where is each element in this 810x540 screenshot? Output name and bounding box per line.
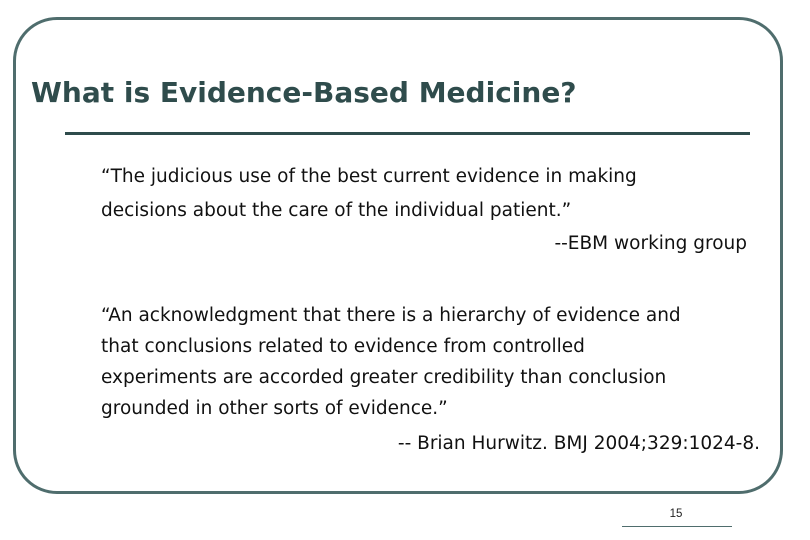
quote-hierarchy (101, 300, 681, 424)
quote-definition (101, 160, 637, 228)
quote-attribution: --EBM working group (554, 233, 747, 254)
quote-line: “The judicious use of the best current evidence in making (101, 166, 637, 187)
slide-title: What is Evidence-Based Medicine? (31, 76, 577, 109)
page-number: 15 (669, 508, 683, 520)
page-number-rule (622, 526, 732, 527)
quote-citation: -- Brian Hurwitz. BMJ 2004;329:1024-8. (397, 433, 760, 454)
title-underline (65, 132, 750, 135)
quote-line: that conclusions related to evidence from controlled (101, 336, 585, 357)
quote-line: “An acknowledgment that there is a hierarchy of evidence and (101, 305, 681, 326)
quote-line: grounded in other sorts of evidence.” (101, 398, 448, 419)
quote-line: experiments are accorded greater credibility than conclusion (101, 367, 667, 388)
quote-line: decisions about the care of the individual patient.” (101, 200, 572, 221)
